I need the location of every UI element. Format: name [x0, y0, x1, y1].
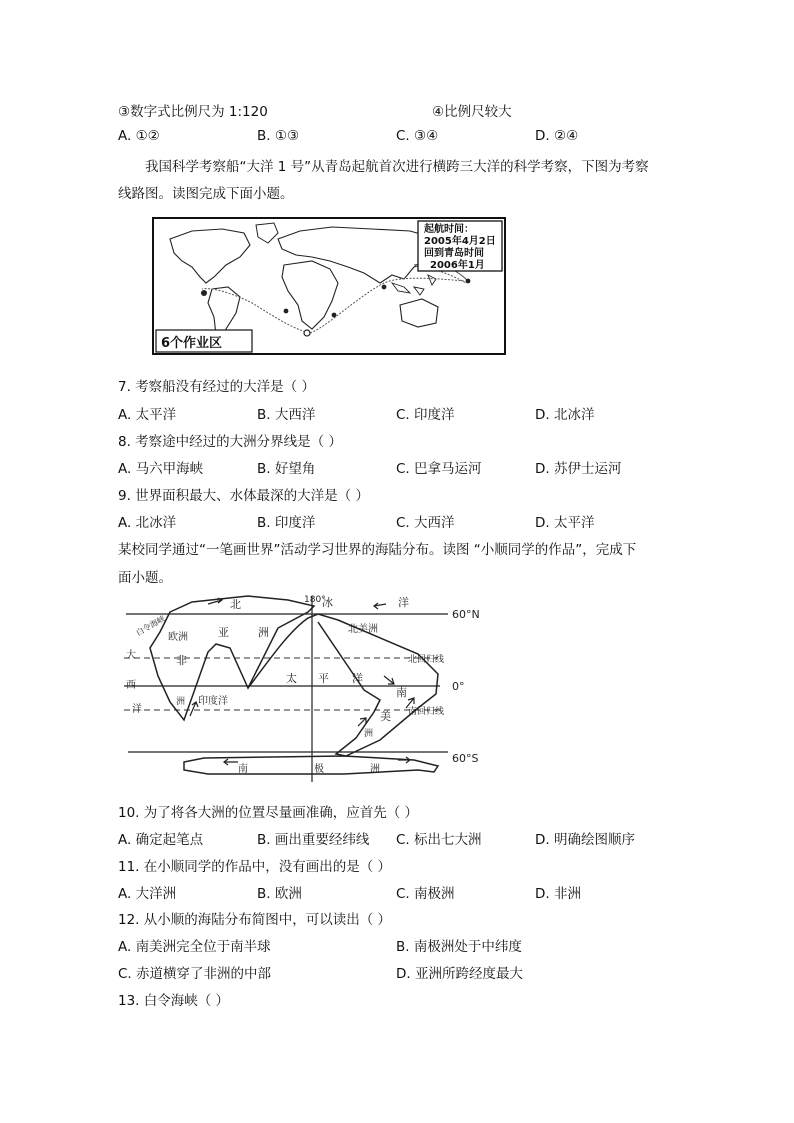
svg-text:北美洲: 北美洲 [348, 624, 378, 635]
option-d: D. ②④ [535, 128, 579, 144]
route-map [152, 217, 506, 355]
svg-text:大: 大 [126, 650, 136, 661]
svg-text:冰: 冰 [322, 596, 333, 609]
q8-option-b: B. 好望角 [257, 461, 316, 477]
q10-option-a: A. 确定起笔点 [118, 832, 204, 848]
svg-text:西: 西 [126, 680, 136, 691]
q12-option-b: B. 南极洲处于中纬度 [396, 939, 522, 955]
svg-text:南: 南 [396, 686, 407, 699]
svg-text:洲: 洲 [364, 729, 374, 739]
svg-text:平: 平 [318, 672, 329, 685]
q9-option-a: A. 北冰洋 [118, 515, 177, 531]
lat-60n-label: 60°N [452, 608, 480, 621]
q7-option-d: D. 北冰洋 [535, 407, 595, 423]
svg-text:洲: 洲 [176, 697, 186, 707]
q9-option-d: D. 太平洋 [535, 515, 595, 531]
q11-option-d: D. 非洲 [535, 886, 581, 902]
q7-stem: 7. 考察船没有经过的大洋是（ ） [118, 379, 315, 395]
intro1-line2: 线路图。读图完成下面小题。 [118, 186, 294, 202]
q9-stem: 9. 世界面积最大、水体最深的大洋是（ ） [118, 488, 369, 504]
svg-text:洲: 洲 [370, 764, 380, 775]
svg-text:洋: 洋 [132, 704, 142, 715]
option-c: C. ③④ [396, 128, 439, 144]
q11-option-a: A. 大洋洲 [118, 886, 177, 902]
q12-option-d: D. 亚洲所跨经度最大 [396, 966, 523, 982]
svg-text:印度洋: 印度洋 [198, 696, 228, 707]
q12-option-c: C. 赤道横穿了非洲的中部 [118, 966, 272, 982]
q8-stem: 8. 考察途中经过的大洲分界线是（ ） [118, 434, 342, 450]
svg-text:太: 太 [286, 672, 297, 685]
intro2-line2: 面小题。 [118, 570, 172, 586]
svg-text:极: 极 [314, 764, 324, 775]
note-line4: 2006年1月 [430, 260, 485, 271]
q7-option-b: B. 大西洋 [257, 407, 316, 423]
q9-option-c: C. 大西洋 [396, 515, 455, 531]
svg-text:美: 美 [380, 710, 391, 723]
q10-option-b: B. 画出重要经纬线 [257, 832, 370, 848]
q13-stem: 13. 白令海峡（ ） [118, 993, 230, 1009]
q10-option-d: D. 明确绘图顺序 [535, 832, 635, 848]
note-line2: 2005年4月2日 [424, 236, 496, 247]
q11-option-b: B. 欧洲 [257, 886, 302, 902]
note-line1: 起航时间： [424, 224, 474, 235]
q7-option-c: C. 印度洋 [396, 407, 455, 423]
lat-0-label: 0° [452, 680, 465, 693]
svg-text:南: 南 [238, 764, 248, 775]
q7-option-a: A. 太平洋 [118, 407, 177, 423]
q10-stem: 10. 为了将各大洲的位置尽量画准确，应首先（ ） [118, 805, 419, 821]
svg-text:洲: 洲 [258, 626, 269, 639]
intro1-line1: 我国科学考察船“大洋 1 号”从青岛起航首次进行横跨三大洋的科学考察，下图为考察 [145, 159, 649, 175]
tropic-capricorn-label: 南回归线 [408, 707, 445, 717]
svg-text:欧洲: 欧洲 [168, 632, 188, 643]
svg-text:洋: 洋 [398, 596, 409, 609]
intro2-line1: 某校同学通过“一笔画世界”活动学习世界的海陆分布。读图 “小顺同学的作品”，完成下 [118, 542, 637, 558]
option-a: A. ①② [118, 128, 160, 144]
q8-option-d: D. 苏伊士运河 [535, 461, 622, 477]
q12-stem: 12. 从小顺的海陆分布简图中，可以读出（ ） [118, 912, 392, 928]
q11-stem: 11. 在小顺同学的作品中，没有画出的是（ ） [118, 859, 392, 875]
svg-text:洋: 洋 [352, 672, 363, 685]
svg-text:亚: 亚 [218, 626, 229, 639]
q8-option-c: C. 巴拿马运河 [396, 461, 482, 477]
svg-text:非: 非 [176, 654, 187, 667]
q8-option-a: A. 马六甲海峡 [118, 461, 204, 477]
work-zone-label: 6个作业区 [161, 336, 223, 351]
q11-option-c: C. 南极洲 [396, 886, 455, 902]
svg-text:白令海峡: 白令海峡 [134, 613, 167, 638]
q10-option-c: C. 标出七大洲 [396, 832, 482, 848]
svg-text:北: 北 [230, 598, 241, 611]
note-line3: 回到青岛时间 [424, 248, 484, 259]
lat-60s-label: 60°S [452, 752, 479, 765]
tropic-cancer-label: 北回归线 [408, 655, 445, 665]
item-3: ③数字式比例尺为 1:120 [118, 104, 268, 120]
item-4: ④比例尺较大 [432, 104, 512, 120]
lon-180-label: 180° [304, 595, 326, 605]
q12-option-a: A. 南美洲完全位于南半球 [118, 939, 271, 955]
option-b: B. ①③ [257, 128, 300, 144]
one-stroke-world-sketch [118, 592, 490, 784]
q9-option-b: B. 印度洋 [257, 515, 316, 531]
